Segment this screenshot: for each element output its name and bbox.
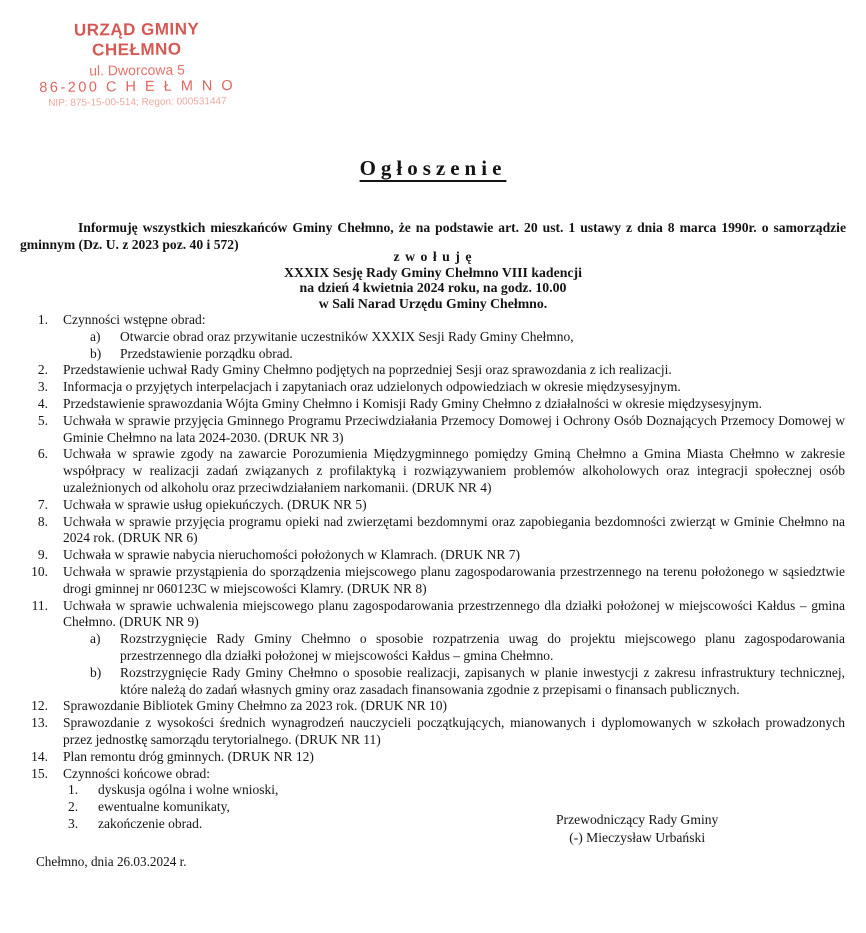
agenda-item-text: Czynności końcowe obrad: <box>63 765 210 781</box>
session-datetime: na dzień 4 kwietnia 2024 roku, na godz. 10.00 <box>299 280 567 296</box>
agenda-item-text: Informacja o przyjętych interpelacjach i zapytaniach oraz udzielonych odpowiedziach w okresie międzysesyjnym. <box>63 379 681 395</box>
agenda-item-text: Uchwała w sprawie nabycia nieruchomości położonych w Klamrach. (DRUK NR 7) <box>63 547 520 563</box>
agenda-item-number: 13. <box>31 715 48 731</box>
agenda-item <box>22 312 845 329</box>
agenda-item-text: Czynności wstępne obrad: <box>63 312 206 327</box>
agenda-item <box>22 766 845 783</box>
official-stamp <box>28 19 247 109</box>
agenda-subitem-text: ewentualne komunikaty, <box>98 799 230 815</box>
agenda-item-number: 9. <box>37 547 48 563</box>
agenda-subitem-number: 3. <box>68 815 79 831</box>
agenda-item-number: 1. <box>37 312 48 327</box>
stamp-street: ul. Dworcowa 5 <box>89 61 185 79</box>
agenda-item <box>22 396 845 413</box>
session-title: XXXIX Sesję Rady Gminy Chełmno VIII kadencji <box>284 264 582 280</box>
agenda-item-number: 15. <box>31 765 48 781</box>
agenda-item-text: Przedstawienie uchwał Rady Gminy Chełmno podjętych na poprzedniej Sesji oraz sprawozdania z ich realizacji. <box>63 362 672 378</box>
agenda-subitem <box>90 665 845 699</box>
session-location: w Sali Narad Urzędu Gminy Chełmno. <box>318 295 548 311</box>
agenda-item-text: Uchwała w sprawie przyjęcia programu opieki nad zwierzętami bezdomnymi oraz zapobiegania bezdomności zwierząt w Gminie Chełmno na 2024 rok. (DRUK NR 6) <box>63 513 845 546</box>
agenda-subitem-letter: b) <box>90 345 102 361</box>
agenda-subitem-text: Otwarcie obrad oraz przywitanie uczestników XXXIX Sesji Rady Gminy Chełmno, <box>120 328 574 344</box>
agenda-item-text: Sprawozdanie z wysokości średnich wynagrodzeń nauczycieli początkujących, mianowanych i dyplomowanych w szkołach prowadzonych przez jednostkę samorządu terytorialnego. (DRUK NR 11) <box>63 715 845 747</box>
agenda-item-number: 6. <box>37 446 48 462</box>
agenda-subitem-text: Rozstrzygnięcie Rady Gminy Chełmno o sposobie realizacji, zapisanych w planie inwestycji z zakresu infrastruktury technicznej, które należą do zadań własnych gminy oraz zasadach finansowania zgodnie z przepisami o finansach publicznych. <box>120 664 845 697</box>
agenda-item-number: 5. <box>37 412 48 428</box>
agenda-item <box>22 564 845 598</box>
agenda-item-text: Uchwała w sprawie przyjęcia Gminnego Programu Przeciwdziałania Przemocy Domowej i Ochrony Osób Doznających Przemocy Domowej w Gminie Chełmno na lata 2024-2030. (DRUK NR 3) <box>63 412 845 445</box>
agenda-item <box>22 446 845 496</box>
stamp-office-name: URZĄD GMINY CHEŁMNO <box>73 19 200 60</box>
agenda-subitem <box>90 631 845 665</box>
agenda-item <box>22 715 845 749</box>
agenda-item-number: 4. <box>37 395 48 411</box>
agenda-subitem-text: zakończenie obrad. <box>98 815 203 831</box>
stamp-nip-regon: NIP: 875-15-00-514; Regon: 000531447 <box>48 96 227 109</box>
agenda-subitem-letter: a) <box>90 631 101 647</box>
signature-role: Przewodniczący Rady Gminy <box>556 812 719 827</box>
agenda-item-number: 12. <box>31 698 48 714</box>
agenda-subitem-text: dyskusja ogólna i wolne wnioski, <box>98 782 279 798</box>
agenda-list <box>22 312 845 833</box>
agenda-item <box>22 547 845 564</box>
agenda-item-number: 10. <box>31 563 48 579</box>
document-title: Ogłoszenie <box>359 156 507 180</box>
agenda-subitem-letter: b) <box>90 664 102 680</box>
agenda-item-text: Uchwała w sprawie uchwalenia miejscowego planu zagospodarowania przestrzennego dla działki położonej w miejscowości Kałdus – gmina Chełmno. (DRUK NR 9) <box>63 597 845 630</box>
agenda-item <box>22 749 845 766</box>
agenda-subitem-number: 2. <box>68 799 79 815</box>
agenda-subitem-letter: a) <box>90 328 101 344</box>
agenda-item-number: 8. <box>37 513 48 529</box>
agenda-subitem <box>68 816 845 833</box>
agenda-item <box>22 362 845 379</box>
agenda-subitem <box>90 329 845 346</box>
convocation-block <box>0 249 866 311</box>
agenda-item-text: Uchwała w sprawie przystąpienia do sporządzenia miejscowego planu zagospodarowania przestrzennego na terenu położonego w sąsiedztwie drogi gminnej nr 060123C w miejscowości Klamry. (DRUK NR 8) <box>63 563 845 596</box>
agenda-subitem <box>68 799 845 816</box>
agenda-item-text: Plan remontu dróg gminnych. (DRUK NR 12) <box>63 748 314 764</box>
stamp-city: 86-200 C H E Ł M N O <box>39 77 236 97</box>
agenda-subitem <box>68 782 845 799</box>
agenda-item-number: 2. <box>37 362 48 378</box>
agenda-item-text: Uchwała w sprawie zgody na zawarcie Porozumienia Międzygminnego pomiędzy Gminą Chełmno a Gmina Miasta Chełmno w zakresie współpracy w realizacji zadań związanych z profilaktyką i rozwiązywaniem problemów alkoholowych oraz integracji społecznej osób uzależnionych od alkoholu oraz przeciwdziałaniem narkomanii. (DRUK NR 4) <box>63 446 845 495</box>
agenda-subitem-text: Rozstrzygnięcie Rady Gminy Chełmno o sposobie rozpatrzenia uwag do projektu miejscowego planu zagospodarowania przestrzennego dla działki położonej w miejscowości Kałdus – gmina Chełmno. <box>120 631 845 663</box>
agenda-subitem-text: Przedstawienie porządku obrad. <box>120 345 293 361</box>
intro-paragraph: Informuję wszystkich mieszkańców Gminy Chełmno, że na podstawie art. 20 ust. 1 ustawy z dnia 8 marca 1990r. o samorządzie gminnym (Dz. U. z 2023 poz. 40 i 572) <box>20 220 846 252</box>
agenda-item <box>22 413 845 447</box>
agenda-item <box>22 598 845 632</box>
agenda-item <box>22 497 845 514</box>
signature-name: (-) Mieczysław Urbański <box>569 829 706 845</box>
agenda-item-number: 7. <box>37 496 48 512</box>
agenda-item <box>22 379 845 396</box>
agenda-subitem <box>90 346 845 363</box>
agenda-item-text: Sprawozdanie Bibliotek Gminy Chełmno za 2023 rok. (DRUK NR 10) <box>63 698 447 714</box>
document-date: Chełmno, dnia 26.03.2024 r. <box>36 854 187 869</box>
signature-block <box>556 811 718 846</box>
agenda-item <box>22 514 845 548</box>
agenda-subitem-number: 1. <box>68 782 79 798</box>
agenda-item-number: 11. <box>31 597 48 613</box>
agenda-item-number: 3. <box>37 379 48 395</box>
agenda-item <box>22 698 845 715</box>
agenda-item-text: Uchwała w sprawie usług opiekuńczych. (DRUK NR 5) <box>63 496 367 512</box>
convene-word: z w o ł u j ę <box>393 249 473 264</box>
agenda-item-text: Przedstawienie sprawozdania Wójta Gminy Chełmno i Komisji Rady Gminy Chełmno z działalności w okresie międzysesyjnym. <box>63 395 762 411</box>
agenda-item-number: 14. <box>31 748 48 764</box>
